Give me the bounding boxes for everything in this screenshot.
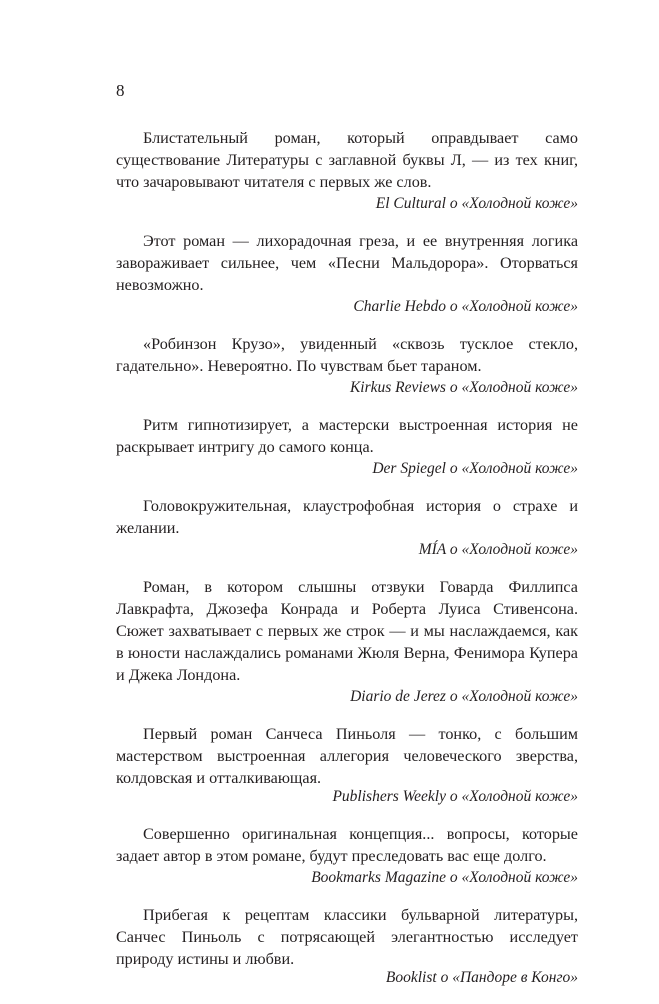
review-quote [116,904,578,988]
review-quote [116,495,578,560]
quote-text: Роман, в котором слышны отзвуки Говарда Филлипса Лавкрафта, Джозефа Конрада и Роберта Луиса Стивенсона. Сюжет захватывает с первых же строк — и мы наслаждаемся, как в юности наслаждались романами Жюля Верна, Фенимора Купера и Джека Лондона. [116,578,578,684]
quote-source: Der Spiegel [372,460,446,477]
review-quote [116,823,578,888]
review-quotes [116,127,578,1004]
quote-text: Этот роман — лихорадочная греза, и ее внутренняя логика завораживает сильнее, чем «Песни Мальдорора». Оторваться невозможно. [116,232,578,294]
review-quote [116,127,578,214]
quote-attribution [116,786,578,807]
quote-attribution [116,377,578,398]
quote-source: Diario de Jerez [350,688,446,705]
quote-attribution [116,296,578,317]
quote-attribution [116,867,578,888]
quote-about: о «Холодной коже» [449,541,578,558]
review-quote [116,576,578,707]
quote-text: Первый роман Санчеса Пиньоля — тонко, с большим мастерством выстроенная аллегория человеческого зверства, колдовская и отталкивающая. [116,725,578,787]
quote-source: Booklist [385,969,437,986]
quote-about: о «Пандоре в Конго» [440,969,578,986]
review-quote [116,723,578,807]
quote-about: о «Холодной коже» [449,460,578,477]
quote-attribution [116,458,578,479]
quote-source: MÍA [418,541,446,558]
quote-source: Charlie Hebdo [353,298,446,315]
review-quote [116,230,578,317]
quote-source: Bookmarks Magazine [311,869,446,886]
quote-attribution [116,686,578,707]
quote-source: El Cultural [375,195,446,212]
quote-about: о «Холодной коже» [449,195,578,212]
quote-text: Блистательный роман, который оправдывает само существование Литературы с заглавной буквы Л, — из тех книг, что зачаровывают читателя с первых же слов. [116,129,578,191]
quote-attribution [116,539,578,560]
review-quote [116,333,578,398]
review-quote [116,414,578,479]
quote-text: Прибегая к рецептам классики бульварной литературы, Санчес Пиньоль с потрясающей элегантностью исследует природу истины и любви. [116,906,578,968]
quote-text: Головокружительная, клаустрофобная история о страхе и желании. [116,497,578,537]
quote-text: «Робинзон Крузо», увиденный «сквозь тусклое стекло, гадательно». Невероятно. По чувствам бьет тараном. [116,335,578,375]
quote-about: о «Холодной коже» [449,379,578,396]
quote-about: о «Холодной коже» [449,688,578,705]
quote-about: о «Холодной коже» [449,869,578,886]
quote-about: о «Холодной коже» [449,298,578,315]
quote-attribution [116,967,578,988]
quote-source: Publishers Weekly [332,788,446,805]
quote-about: о «Холодной коже» [449,788,578,805]
quote-text: Совершенно оригинальная концепция... вопросы, которые задает автор в этом романе, будут преследовать вас еще долго. [116,825,578,865]
quote-text: Ритм гипнотизирует, а мастерски выстроенная история не раскрывает интригу до самого конца. [116,416,578,456]
page-number: 8 [116,81,125,100]
quote-source: Kirkus Reviews [349,379,446,396]
quote-attribution [116,193,578,214]
